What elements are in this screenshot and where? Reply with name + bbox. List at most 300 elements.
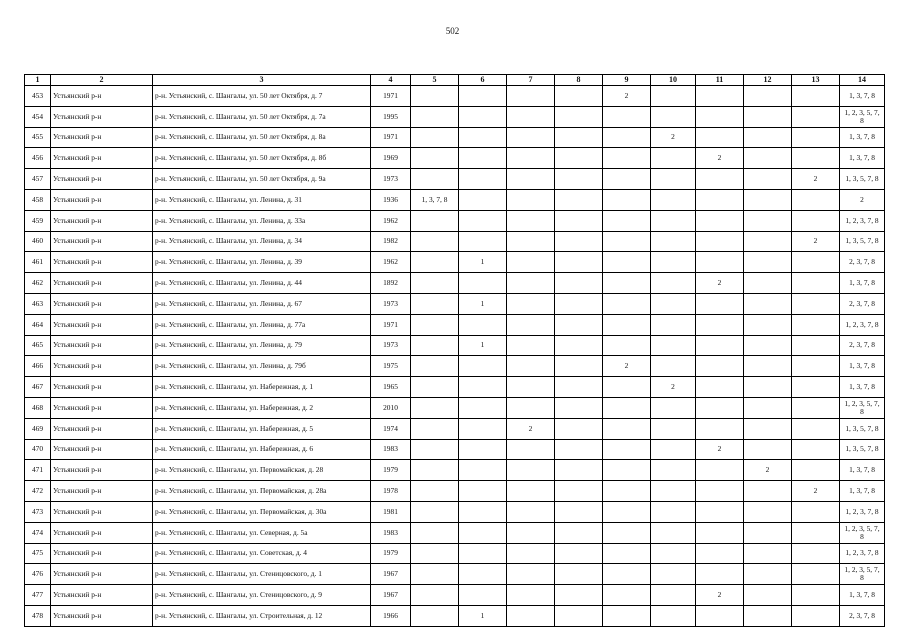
table-cell-col-9 [603, 397, 651, 418]
table-cell-col-2: Устьянский р-н [51, 543, 153, 564]
table-cell-col-4: 1973 [371, 293, 411, 314]
table-cell-col-11 [696, 522, 744, 543]
table-cell-col-13 [792, 86, 840, 107]
table-cell-col-8 [555, 522, 603, 543]
table-cell-col-7 [507, 481, 555, 502]
table-cell-col-7 [507, 252, 555, 273]
table-cell-col-14: 1, 3, 7, 8 [840, 273, 885, 294]
table-cell-col-11 [696, 501, 744, 522]
table-cell-col-2: Устьянский р-н [51, 460, 153, 481]
column-header-9: 9 [603, 75, 651, 86]
table-cell-col-12 [744, 314, 792, 335]
table-cell-col-9 [603, 564, 651, 585]
table-row [25, 397, 885, 418]
table-row [25, 522, 885, 543]
table-cell-col-2: Устьянский р-н [51, 356, 153, 377]
table-cell-col-11 [696, 127, 744, 148]
table-row [25, 86, 885, 107]
table-cell-col-14: 1, 3, 7, 8 [840, 127, 885, 148]
table-cell-col-1: 457 [25, 169, 51, 190]
table-cell-col-4: 1969 [371, 148, 411, 169]
table-cell-col-7 [507, 335, 555, 356]
table-cell-col-14: 2, 3, 7, 8 [840, 605, 885, 626]
table-cell-col-12 [744, 127, 792, 148]
table-cell-col-3: р-н. Устьянский, с. Шангалы, ул. 50 лет Октября, д. 7а [153, 106, 371, 127]
table-cell-col-9: 2 [603, 86, 651, 107]
table-cell-col-12 [744, 439, 792, 460]
table-cell-col-3: р-н. Устьянский, с. Шангалы, ул. Стеницовского, д. 1 [153, 564, 371, 585]
table-cell-col-3: р-н. Устьянский, с. Шангалы, ул. Ленина, д. 79 [153, 335, 371, 356]
table-row [25, 106, 885, 127]
table-cell-col-7 [507, 564, 555, 585]
table-row [25, 273, 885, 294]
table-cell-col-6 [459, 481, 507, 502]
table-cell-col-10 [651, 148, 696, 169]
table-cell-col-4: 1973 [371, 169, 411, 190]
table-cell-col-11 [696, 106, 744, 127]
table-cell-col-6 [459, 210, 507, 231]
table-cell-col-9: 2 [603, 356, 651, 377]
table-cell-col-13 [792, 501, 840, 522]
table-cell-col-12 [744, 564, 792, 585]
table-cell-col-1: 474 [25, 522, 51, 543]
table-cell-col-14: 1, 2, 3, 5, 7, 8 [840, 106, 885, 127]
table-cell-col-4: 1892 [371, 273, 411, 294]
table-cell-col-10 [651, 605, 696, 626]
table-cell-col-11 [696, 189, 744, 210]
table-cell-col-2: Устьянский р-н [51, 522, 153, 543]
table-row [25, 231, 885, 252]
table-cell-col-13 [792, 293, 840, 314]
table-cell-col-2: Устьянский р-н [51, 377, 153, 398]
table-cell-col-11 [696, 543, 744, 564]
table-cell-col-6 [459, 86, 507, 107]
table-cell-col-12 [744, 273, 792, 294]
table-cell-col-5 [411, 543, 459, 564]
table-cell-col-4: 1983 [371, 522, 411, 543]
table-cell-col-8 [555, 231, 603, 252]
table-cell-col-8 [555, 585, 603, 606]
table-cell-col-11 [696, 169, 744, 190]
table-cell-col-6 [459, 356, 507, 377]
table-cell-col-8 [555, 293, 603, 314]
table-cell-col-6 [459, 564, 507, 585]
table-cell-col-12 [744, 86, 792, 107]
table-row [25, 314, 885, 335]
table-row [25, 356, 885, 377]
column-header-7: 7 [507, 75, 555, 86]
table-cell-col-13 [792, 148, 840, 169]
table-cell-col-3: р-н. Устьянский, с. Шангалы, ул. Ленина, д. 44 [153, 273, 371, 294]
table-cell-col-1: 470 [25, 439, 51, 460]
table-cell-col-12 [744, 231, 792, 252]
table-cell-col-2: Устьянский р-н [51, 127, 153, 148]
table-cell-col-10 [651, 543, 696, 564]
table-cell-col-3: р-н. Устьянский, с. Шангалы, ул. Ленина, д. 39 [153, 252, 371, 273]
table-row [25, 501, 885, 522]
table-cell-col-5 [411, 522, 459, 543]
column-header-4: 4 [371, 75, 411, 86]
table-cell-col-6 [459, 543, 507, 564]
table-cell-col-7 [507, 293, 555, 314]
table-header-row [25, 75, 885, 86]
column-header-3: 3 [153, 75, 371, 86]
table-cell-col-4: 1962 [371, 210, 411, 231]
table-cell-col-1: 467 [25, 377, 51, 398]
table-cell-col-10 [651, 231, 696, 252]
table-cell-col-5 [411, 231, 459, 252]
table-cell-col-3: р-н. Устьянский, с. Шангалы, ул. 50 лет Октября, д. 7 [153, 86, 371, 107]
table-cell-col-11 [696, 293, 744, 314]
table-cell-col-5 [411, 252, 459, 273]
table-cell-col-6 [459, 169, 507, 190]
table-cell-col-4: 1936 [371, 189, 411, 210]
table-cell-col-1: 456 [25, 148, 51, 169]
table-cell-col-13 [792, 397, 840, 418]
table-cell-col-1: 462 [25, 273, 51, 294]
table-cell-col-12 [744, 418, 792, 439]
table-cell-col-9 [603, 460, 651, 481]
table-cell-col-9 [603, 106, 651, 127]
table-cell-col-1: 466 [25, 356, 51, 377]
table-cell-col-5 [411, 210, 459, 231]
table-cell-col-7 [507, 585, 555, 606]
table-cell-col-6 [459, 460, 507, 481]
table-cell-col-4: 1983 [371, 439, 411, 460]
table-cell-col-10 [651, 210, 696, 231]
table-cell-col-6 [459, 273, 507, 294]
table-cell-col-1: 473 [25, 501, 51, 522]
table-cell-col-3: р-н. Устьянский, с. Шангалы, ул. Ленина, д. 77а [153, 314, 371, 335]
table-row [25, 460, 885, 481]
table-cell-col-1: 464 [25, 314, 51, 335]
table-cell-col-12 [744, 252, 792, 273]
table-cell-col-9 [603, 273, 651, 294]
table-cell-col-4: 1967 [371, 564, 411, 585]
table-cell-col-9 [603, 543, 651, 564]
table-cell-col-8 [555, 501, 603, 522]
table-cell-col-5: 1, 3, 7, 8 [411, 189, 459, 210]
table-cell-col-10 [651, 460, 696, 481]
table-cell-col-3: р-н. Устьянский, с. Шангалы, ул. Строительная, д. 12 [153, 605, 371, 626]
table-row [25, 293, 885, 314]
table-cell-col-7 [507, 314, 555, 335]
table-row [25, 439, 885, 460]
table-cell-col-8 [555, 252, 603, 273]
table-cell-col-12 [744, 605, 792, 626]
table-row [25, 169, 885, 190]
table-cell-col-5 [411, 293, 459, 314]
table-cell-col-1: 472 [25, 481, 51, 502]
table-cell-col-14: 1, 2, 3, 5, 7, 8 [840, 564, 885, 585]
table-cell-col-9 [603, 314, 651, 335]
page-number: 502 [445, 26, 460, 36]
table-cell-col-11: 2 [696, 148, 744, 169]
table-cell-col-5 [411, 460, 459, 481]
table-cell-col-4: 1967 [371, 585, 411, 606]
table-cell-col-5 [411, 356, 459, 377]
table-cell-col-9 [603, 605, 651, 626]
table-cell-col-11 [696, 356, 744, 377]
table-cell-col-5 [411, 377, 459, 398]
table-cell-col-9 [603, 377, 651, 398]
table-cell-col-7 [507, 127, 555, 148]
table-cell-col-2: Устьянский р-н [51, 585, 153, 606]
table-cell-col-9 [603, 231, 651, 252]
table-cell-col-4: 1979 [371, 543, 411, 564]
table-cell-col-2: Устьянский р-н [51, 148, 153, 169]
table-cell-col-10 [651, 106, 696, 127]
table-row [25, 377, 885, 398]
table-cell-col-11 [696, 418, 744, 439]
table-cell-col-2: Устьянский р-н [51, 106, 153, 127]
table-cell-col-10 [651, 418, 696, 439]
table-cell-col-3: р-н. Устьянский, с. Шангалы, ул. 50 лет Октября, д. 8а [153, 127, 371, 148]
column-header-13: 13 [792, 75, 840, 86]
table-cell-col-11 [696, 86, 744, 107]
table-cell-col-1: 465 [25, 335, 51, 356]
table-cell-col-5 [411, 273, 459, 294]
table-cell-col-4: 1962 [371, 252, 411, 273]
table-row [25, 585, 885, 606]
table-cell-col-11 [696, 460, 744, 481]
table-cell-col-13 [792, 189, 840, 210]
table-cell-col-12 [744, 148, 792, 169]
table-cell-col-12: 2 [744, 460, 792, 481]
table-cell-col-4: 1966 [371, 605, 411, 626]
table-cell-col-4: 1978 [371, 481, 411, 502]
table-row [25, 127, 885, 148]
table-cell-col-8 [555, 106, 603, 127]
table-cell-col-4: 1979 [371, 460, 411, 481]
table-cell-col-12 [744, 293, 792, 314]
table-cell-col-7 [507, 543, 555, 564]
table-cell-col-8 [555, 481, 603, 502]
table-row [25, 418, 885, 439]
table-cell-col-8 [555, 377, 603, 398]
table-cell-col-11: 2 [696, 585, 744, 606]
table-body [25, 86, 885, 627]
table-cell-col-5 [411, 564, 459, 585]
table-cell-col-6 [459, 148, 507, 169]
table-cell-col-1: 468 [25, 397, 51, 418]
column-header-1: 1 [25, 75, 51, 86]
table-cell-col-6 [459, 106, 507, 127]
table-cell-col-14: 1, 3, 7, 8 [840, 148, 885, 169]
table-cell-col-5 [411, 86, 459, 107]
table-cell-col-9 [603, 481, 651, 502]
table-cell-col-2: Устьянский р-н [51, 252, 153, 273]
table-cell-col-10 [651, 356, 696, 377]
table-cell-col-7 [507, 501, 555, 522]
table-cell-col-9 [603, 210, 651, 231]
table-cell-col-10 [651, 439, 696, 460]
table-cell-col-9 [603, 189, 651, 210]
table-cell-col-8 [555, 439, 603, 460]
table-cell-col-6: 1 [459, 335, 507, 356]
table-cell-col-13 [792, 543, 840, 564]
table-cell-col-12 [744, 522, 792, 543]
table-cell-col-9 [603, 148, 651, 169]
table-cell-col-6 [459, 585, 507, 606]
table-cell-col-3: р-н. Устьянский, с. Шангалы, ул. Советская, д. 4 [153, 543, 371, 564]
table-cell-col-12 [744, 106, 792, 127]
table-cell-col-3: р-н. Устьянский, с. Шангалы, ул. Первомайская, д. 28 [153, 460, 371, 481]
table-cell-col-13 [792, 377, 840, 398]
table-cell-col-1: 459 [25, 210, 51, 231]
table-cell-col-14: 1, 3, 7, 8 [840, 585, 885, 606]
table-cell-col-7 [507, 356, 555, 377]
table-cell-col-6 [459, 127, 507, 148]
column-header-12: 12 [744, 75, 792, 86]
table-cell-col-12 [744, 481, 792, 502]
table-row [25, 335, 885, 356]
table-cell-col-2: Устьянский р-н [51, 501, 153, 522]
table-cell-col-7 [507, 397, 555, 418]
table-cell-col-6 [459, 418, 507, 439]
table-cell-col-2: Устьянский р-н [51, 397, 153, 418]
table-cell-col-8 [555, 460, 603, 481]
table-row [25, 252, 885, 273]
table-cell-col-3: р-н. Устьянский, с. Шангалы, ул. 50 лет Октября, д. 8б [153, 148, 371, 169]
table-cell-col-14: 1, 3, 5, 7, 8 [840, 418, 885, 439]
table-cell-col-14: 1, 2, 3, 5, 7, 8 [840, 522, 885, 543]
table-cell-col-14: 1, 2, 3, 7, 8 [840, 210, 885, 231]
table-cell-col-1: 454 [25, 106, 51, 127]
table-cell-col-13 [792, 273, 840, 294]
table-cell-col-14: 2 [840, 189, 885, 210]
table-cell-col-14: 1, 3, 5, 7, 8 [840, 439, 885, 460]
column-header-2: 2 [51, 75, 153, 86]
table-cell-col-2: Устьянский р-н [51, 564, 153, 585]
table-cell-col-11 [696, 564, 744, 585]
table-cell-col-13 [792, 605, 840, 626]
table-cell-col-9 [603, 439, 651, 460]
table-cell-col-3: р-н. Устьянский, с. Шангалы, ул. Набережная, д. 1 [153, 377, 371, 398]
table-cell-col-12 [744, 189, 792, 210]
table-cell-col-14: 2, 3, 7, 8 [840, 335, 885, 356]
table-cell-col-4: 1971 [371, 314, 411, 335]
table-cell-col-8 [555, 189, 603, 210]
table-cell-col-11 [696, 377, 744, 398]
table-cell-col-12 [744, 543, 792, 564]
table-cell-col-12 [744, 377, 792, 398]
table-cell-col-4: 2010 [371, 397, 411, 418]
table-cell-col-9 [603, 127, 651, 148]
table-cell-col-6: 1 [459, 252, 507, 273]
table-cell-col-5 [411, 439, 459, 460]
data-table [24, 74, 885, 627]
table-cell-col-7 [507, 210, 555, 231]
table-cell-col-13 [792, 522, 840, 543]
table-cell-col-11: 2 [696, 273, 744, 294]
table-cell-col-1: 471 [25, 460, 51, 481]
table-cell-col-9 [603, 335, 651, 356]
table-cell-col-6 [459, 189, 507, 210]
table-cell-col-1: 469 [25, 418, 51, 439]
table-cell-col-5 [411, 481, 459, 502]
table-cell-col-1: 453 [25, 86, 51, 107]
table-cell-col-7 [507, 169, 555, 190]
table-cell-col-12 [744, 210, 792, 231]
table-cell-col-9 [603, 501, 651, 522]
table-cell-col-2: Устьянский р-н [51, 439, 153, 460]
table-cell-col-11: 2 [696, 439, 744, 460]
table-cell-col-10 [651, 86, 696, 107]
table-cell-col-14: 1, 2, 3, 7, 8 [840, 314, 885, 335]
column-header-5: 5 [411, 75, 459, 86]
table-cell-col-5 [411, 585, 459, 606]
table-cell-col-3: р-н. Устьянский, с. Шангалы, ул. Набережная, д. 5 [153, 418, 371, 439]
table-cell-col-4: 1981 [371, 501, 411, 522]
table-cell-col-7 [507, 106, 555, 127]
table-cell-col-4: 1971 [371, 86, 411, 107]
table-cell-col-1: 477 [25, 585, 51, 606]
table-cell-col-8 [555, 210, 603, 231]
table-cell-col-3: р-н. Устьянский, с. Шангалы, ул. Набережная, д. 2 [153, 397, 371, 418]
table-cell-col-8 [555, 148, 603, 169]
table-cell-col-13 [792, 127, 840, 148]
table-cell-col-4: 1995 [371, 106, 411, 127]
table-cell-col-14: 1, 3, 5, 7, 8 [840, 169, 885, 190]
table-cell-col-10 [651, 273, 696, 294]
table-cell-col-11 [696, 397, 744, 418]
table-cell-col-7 [507, 460, 555, 481]
table-cell-col-5 [411, 335, 459, 356]
table-cell-col-9 [603, 522, 651, 543]
table-cell-col-2: Устьянский р-н [51, 273, 153, 294]
table-cell-col-13 [792, 564, 840, 585]
table-cell-col-1: 458 [25, 189, 51, 210]
table-cell-col-13: 2 [792, 169, 840, 190]
table-cell-col-10 [651, 335, 696, 356]
table-cell-col-3: р-н. Устьянский, с. Шангалы, ул. Ленина, д. 31 [153, 189, 371, 210]
table-cell-col-14: 1, 3, 7, 8 [840, 377, 885, 398]
table-row [25, 148, 885, 169]
table-cell-col-4: 1965 [371, 377, 411, 398]
table-cell-col-6: 1 [459, 293, 507, 314]
column-header-10: 10 [651, 75, 696, 86]
table-cell-col-4: 1973 [371, 335, 411, 356]
table-cell-col-14: 1, 2, 3, 7, 8 [840, 543, 885, 564]
table-cell-col-7: 2 [507, 418, 555, 439]
table-cell-col-10 [651, 501, 696, 522]
table-cell-col-11 [696, 314, 744, 335]
table-row [25, 543, 885, 564]
table-cell-col-5 [411, 127, 459, 148]
table-cell-col-12 [744, 397, 792, 418]
table-cell-col-7 [507, 148, 555, 169]
table-cell-col-14: 1, 2, 3, 5, 7, 8 [840, 397, 885, 418]
table-cell-col-10 [651, 564, 696, 585]
column-header-6: 6 [459, 75, 507, 86]
table-cell-col-4: 1971 [371, 127, 411, 148]
table-cell-col-6: 1 [459, 605, 507, 626]
table-cell-col-10 [651, 189, 696, 210]
table-cell-col-11 [696, 210, 744, 231]
table-cell-col-5 [411, 314, 459, 335]
table-cell-col-8 [555, 169, 603, 190]
table-cell-col-6 [459, 501, 507, 522]
table-cell-col-5 [411, 501, 459, 522]
table-cell-col-3: р-н. Устьянский, с. Шангалы, ул. Северная, д. 5а [153, 522, 371, 543]
table-cell-col-9 [603, 169, 651, 190]
table-cell-col-10 [651, 169, 696, 190]
table-cell-col-13 [792, 418, 840, 439]
table-cell-col-6 [459, 231, 507, 252]
table-cell-col-14: 1, 3, 7, 8 [840, 356, 885, 377]
table-cell-col-11 [696, 335, 744, 356]
